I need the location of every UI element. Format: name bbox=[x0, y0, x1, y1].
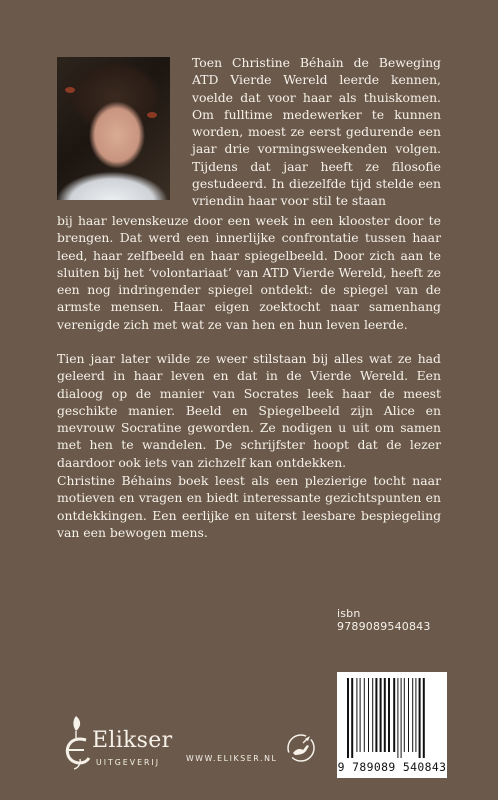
barcode-bar bbox=[351, 678, 353, 758]
barcode-bar bbox=[393, 678, 395, 752]
blurb-paragraph-3: Tien jaar later wilde ze weer stilstaan bij alles wat ze had geleerd in haar leven en dat in de Vierde Wereld. Een dialoog op de manier van Socrates leek haar de meest geschikte manier. Beeld en Spiegelbeeld zijn Alice en mevrouw Socratine geworden. Ze nodigen u uit om samen met hen te wandelen. De schrijfster hoopt dat de lezer daardoor ook iets van zichzelf kan ontdekken. bbox=[57, 351, 441, 470]
publisher-logo bbox=[62, 712, 174, 770]
horse-rider-emblem-icon bbox=[286, 733, 316, 763]
elikser-e-feather-logo-icon bbox=[62, 712, 96, 770]
barcode-bar bbox=[364, 678, 365, 752]
barcode-bar bbox=[375, 678, 377, 752]
barcode-bar bbox=[397, 678, 398, 758]
barcode-bar bbox=[380, 678, 382, 752]
photo-background-light bbox=[147, 112, 157, 118]
barcode-bar bbox=[384, 678, 386, 752]
barcode-bar bbox=[388, 678, 390, 752]
barcode-bar bbox=[415, 678, 416, 752]
photo-background-light bbox=[65, 87, 75, 93]
barcode-bar bbox=[404, 678, 405, 752]
barcode-bar bbox=[408, 678, 409, 752]
publisher-website: WWW.ELIKSER.NL bbox=[186, 754, 278, 763]
author-photo bbox=[57, 57, 170, 200]
blurb-paragraph-4: Christine Béhains boek leest als een plezierige tocht naar motieven en vragen en biedt interessante gezichtspunten en ontdekkingen. Een eerlijke en uiterst leesbare bespiegeling van een bewogen mens. bbox=[57, 473, 441, 540]
isbn-label: isbn 9789089540843 bbox=[337, 607, 431, 633]
publisher-subtitle: UITGEVERIJ bbox=[96, 758, 161, 767]
barcode-bar bbox=[423, 678, 425, 758]
barcode-bars bbox=[337, 672, 447, 760]
barcode-bar bbox=[372, 678, 373, 752]
barcode-bar bbox=[401, 678, 402, 758]
barcode-bar bbox=[347, 678, 349, 758]
blurb-paragraph-1: Toen Christine Béhain de Beweging ATD Vierde Wereld leerde kennen, voelde dat voor haar als thuiskomen. Om fulltime medewerker te kunnen worden, moest ze eerst gedurende een jaar drie vormingsweekenden volgen. Tijdens dat jaar heeft ze filosofie gestudeerd. In diezelfde tijd stelde een vriendin haar voor stil te staan bbox=[192, 55, 441, 209]
barcode bbox=[337, 672, 447, 778]
barcode-bar bbox=[368, 678, 369, 752]
barcode-bar bbox=[419, 678, 421, 758]
publisher-name: Elikser bbox=[92, 728, 173, 753]
barcode-bar bbox=[360, 678, 361, 752]
barcode-bar bbox=[356, 678, 357, 752]
barcode-digits: 9 789089 540843 bbox=[337, 760, 447, 774]
barcode-bar bbox=[412, 678, 413, 752]
blurb-paragraph-2: bij haar levenskeuze door een week in een klooster door te brengen. Dat werd een innerlijke confrontatie tussen haar leed, haar zelfbeeld en haar spiegelbeeld. Door zich aan te sluiten bij het ‘volontariaat’ van ATD Vierde Wereld, heeft ze een nog indringender spiegel ontdekt: de spiegel van de armste mensen. Haar eigen zoektocht naar samenhang verenigde zich met wat ze van hen en hun leven leerde. bbox=[57, 213, 441, 332]
